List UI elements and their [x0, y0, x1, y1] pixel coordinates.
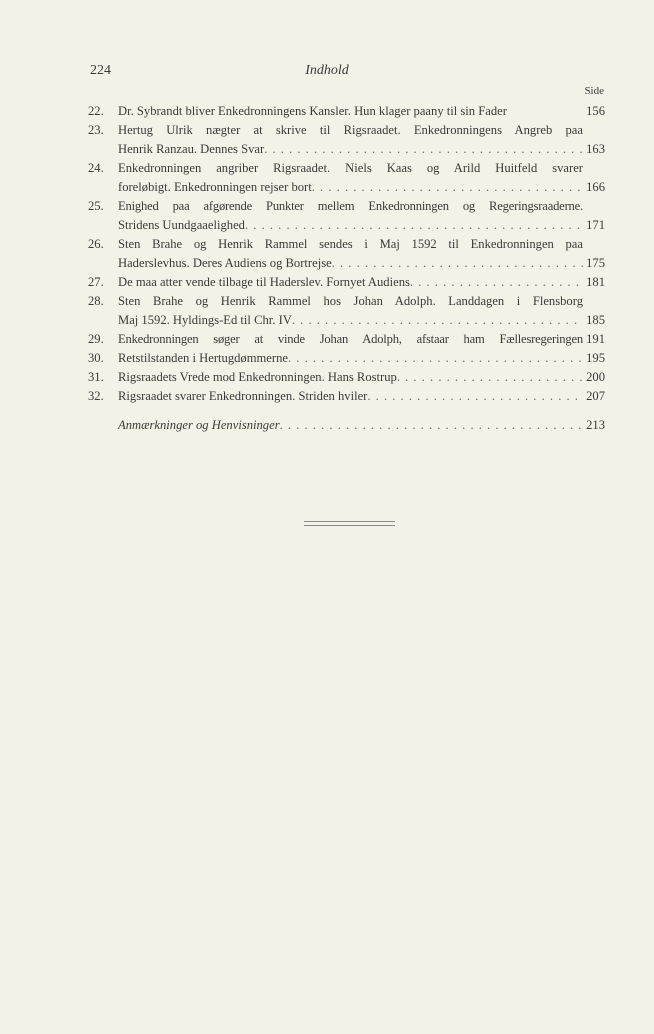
entry-number: 22. — [88, 104, 104, 118]
entry-page: 166 — [586, 180, 605, 194]
toc-entry — [88, 330, 605, 349]
dot-leader — [410, 273, 583, 292]
entry-title: Sten Brahe og Henrik Rammel sendes i Maj 1592 til Enkedronningen paa — [118, 237, 583, 251]
entry-number: 31. — [88, 370, 104, 384]
toc-entry — [88, 349, 605, 368]
entry-number: 24. — [88, 161, 104, 175]
entry-number: 27. — [88, 275, 104, 289]
entry-number: 30. — [88, 351, 104, 365]
entry-title: De maa atter vende tilbage til Haderslev. Fornyet Audiens — [118, 275, 410, 289]
entry-number: 23. — [88, 123, 104, 137]
entry-page: 171 — [586, 218, 605, 232]
notes-entry — [88, 416, 605, 435]
dot-leader — [245, 216, 583, 235]
toc-entry — [88, 159, 605, 197]
entry-number: 28. — [88, 294, 104, 308]
entry-title: Enighed paa afgørende Punkter mellem Enkedronningen og Regeringsraaderne. — [118, 199, 583, 213]
dot-leader — [312, 178, 583, 197]
dot-leader — [288, 349, 583, 368]
toc-entry — [88, 235, 605, 273]
entry-page: 207 — [586, 389, 605, 403]
entry-title: Retstilstanden i Hertugdømmerne — [118, 351, 288, 365]
dot-leader — [280, 416, 583, 435]
notes-title: Anmærkninger og Henvisninger — [118, 418, 280, 432]
entry-page: 195 — [586, 351, 605, 365]
entry-title: Dr. Sybrandt bliver Enkedronningens Kansler. Hun klager paany til sin Fader — [118, 104, 507, 118]
dot-leader — [397, 368, 583, 387]
entry-title-cont: Henrik Ranzau. Dennes Svar — [118, 142, 265, 156]
dot-leader — [264, 140, 583, 159]
entry-page: 185 — [586, 313, 605, 327]
entry-page: 156 — [586, 104, 605, 118]
entry-page: 181 — [586, 275, 605, 289]
toc-entry — [88, 387, 605, 406]
entry-title: Rigsraadet svarer Enkedronningen. Striden hviler — [118, 389, 368, 403]
entry-title: Enkedronningen angriber Rigsraadet. Niels Kaas og Arild Huitfeld svarer — [118, 161, 583, 175]
entry-number: 29. — [88, 332, 104, 346]
toc-entry — [88, 368, 605, 387]
table-of-contents — [88, 102, 605, 435]
end-rule — [304, 521, 395, 522]
toc-entry — [88, 121, 605, 159]
entry-number: 32. — [88, 389, 104, 403]
dot-leader — [292, 311, 583, 330]
entry-title: Rigsraadets Vrede mod Enkedronningen. Hans Rostrup — [118, 370, 397, 384]
entry-title-cont: Maj 1592. Hyldings-Ed til Chr. IV — [118, 313, 292, 327]
end-rule — [304, 525, 395, 526]
dot-leader — [367, 387, 583, 406]
side-label: Side — [584, 85, 604, 97]
entry-title: Sten Brahe og Henrik Rammel hos Johan Adolph. Landdagen i Flensborg — [118, 294, 583, 308]
toc-entry — [88, 197, 605, 235]
entry-page: 175 — [586, 256, 605, 270]
entry-page: 191 — [586, 332, 605, 346]
page-number: 224 — [90, 63, 111, 78]
entry-page: 163 — [586, 142, 605, 156]
toc-entry — [88, 273, 605, 292]
entry-number: 26. — [88, 237, 104, 251]
entry-number: 25. — [88, 199, 104, 213]
notes-page: 213 — [586, 418, 605, 432]
entry-title-cont: Stridens Uundgaaelighed — [118, 218, 245, 232]
toc-entry — [88, 292, 605, 330]
entry-page: 200 — [586, 370, 605, 384]
entry-title-cont: foreløbigt. Enkedronningen rejser bort — [118, 180, 312, 194]
entry-title-cont: Haderslevhus. Deres Audiens og Bortrejse — [118, 256, 332, 270]
entry-title: Hertug Ulrik nægter at skrive til Rigsraadet. Enkedronningens Angreb paa — [118, 123, 583, 137]
dot-leader — [332, 254, 583, 273]
entry-title: Enkedronningen søger at vinde Johan Adolph, afstaar ham Fællesregeringen — [118, 332, 583, 346]
toc-entry — [88, 102, 605, 121]
running-title: Indhold — [305, 63, 349, 78]
